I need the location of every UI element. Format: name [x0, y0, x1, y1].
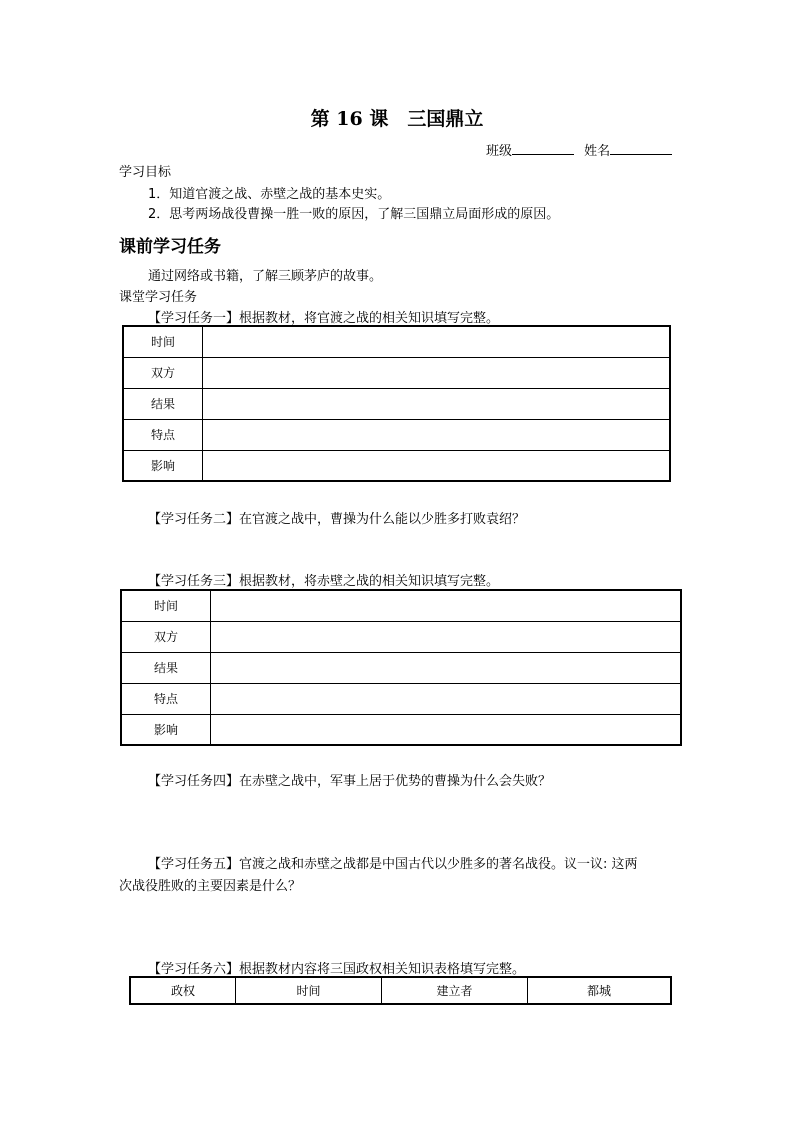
task1-answer-cell[interactable]: [203, 419, 671, 450]
task1-row-label: 影响: [123, 450, 203, 481]
task1-text: 【学习任务一】根据教材，将官渡之战的相关知识填写完整。: [148, 311, 500, 326]
task1-row-label: 时间: [123, 326, 203, 357]
task1-row-label: 结果: [123, 388, 203, 419]
class-blank[interactable]: [512, 141, 574, 155]
task3-row-label: 结果: [121, 652, 211, 683]
task3-answer-cell[interactable]: [211, 621, 682, 652]
name-label: 姓名: [584, 144, 611, 159]
task6-text: 【学习任务六】根据教材内容将三国政权相关知识表格填写完整。: [148, 962, 526, 977]
class-label: 班级: [486, 144, 513, 159]
task1-row-label: 特点: [123, 419, 203, 450]
task3-table: [120, 589, 682, 746]
task3-answer-cell[interactable]: [211, 652, 682, 683]
task1-answer-cell[interactable]: [203, 326, 671, 357]
task1-answer-cell[interactable]: [203, 388, 671, 419]
objectives-heading: 学习目标: [119, 165, 172, 180]
task1-answer-cell[interactable]: [203, 357, 671, 388]
task3-answer-cell[interactable]: [211, 714, 682, 745]
pre-class-heading: 课前学习任务: [119, 237, 221, 257]
class-name-fields: [486, 140, 672, 159]
task6-column-header: 时间: [236, 977, 382, 1004]
task5-text-line2: 次战役胜败的主要因素是什么？: [119, 879, 302, 894]
task4-text: 【学习任务四】在赤壁之战中，军事上居于优势的曹操为什么会失败？: [148, 774, 552, 789]
task1-answer-cell[interactable]: [203, 450, 671, 481]
task1-row-label: 双方: [123, 357, 203, 388]
task3-answer-cell[interactable]: [211, 590, 682, 621]
objective-item: 2．思考两场战役曹操一胜一败的原因，了解三国鼎立局面形成的原因。: [148, 207, 560, 222]
objective-item: 1．知道官渡之战、赤壁之战的基本史实。: [148, 187, 391, 202]
task3-row-label: 时间: [121, 590, 211, 621]
task2-text: 【学习任务二】在官渡之战中，曹操为什么能以少胜多打败袁绍？: [148, 512, 526, 527]
pre-class-text: 通过网络或书籍，了解三顾茅庐的故事。: [148, 269, 383, 284]
task6-column-header: 都城: [528, 977, 672, 1004]
name-blank[interactable]: [610, 141, 672, 155]
task6-table: [129, 976, 672, 1005]
task6-column-header: 政权: [130, 977, 236, 1004]
task3-text: 【学习任务三】根据教材，将赤壁之战的相关知识填写完整。: [148, 574, 500, 589]
task3-row-label: 影响: [121, 714, 211, 745]
task3-row-label: 双方: [121, 621, 211, 652]
task3-row-label: 特点: [121, 683, 211, 714]
task5-text-line1: 【学习任务五】官渡之战和赤壁之战都是中国古代以少胜多的著名战役。议一议: 这两: [148, 857, 638, 872]
task6-column-header: 建立者: [382, 977, 528, 1004]
task3-answer-cell[interactable]: [211, 683, 682, 714]
page-title: 第 16 课 三国鼎立: [310, 108, 484, 130]
task1-table: [122, 325, 671, 482]
class-tasks-heading: 课堂学习任务: [119, 290, 198, 305]
